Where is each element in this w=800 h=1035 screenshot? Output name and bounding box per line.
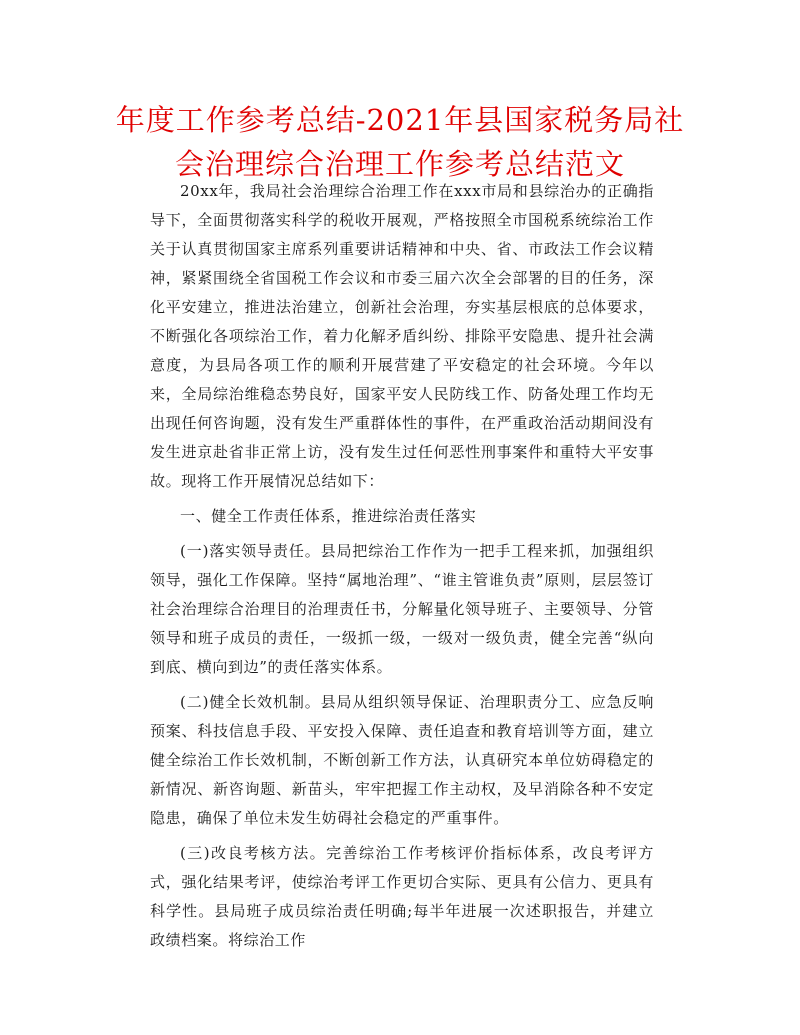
intro-paragraph: 20xx年，我局社会治理综合治理工作在xxx市局和县综治办的正确指导下，全面贯彻落实科学的税收开展观，严格按照全市国税系统综治工作关于认真贯彻国家主席系列重要讲话精神和中央、省、市政法工作会议精神，紧紧围绕全省国税工作会议和市委三届六次全会部署的目的任务，深化平安建立，推进法治建立，创新社会治理，夯实基层根底的总体要求，不断强化各项综治工作，着力化解矛盾纠纷、排除平安隐患、提升社会满意度，为县局各项工作的顺利开展营建了平安稳定的社会环境。今年以来，全局综治维稳态势良好，国家平安人民防线工作、防备处理工作均无出现任何咨询题，没有发生严重群体性的事件，在严重政治活动期间没有发生进京赴省非正常上访，没有发生过任何恶性刑事案件和重特大平安事故。现将工作开展情况总结如下： [150,182,654,490]
section-paragraph-1: (一)落实领导责任。县局把综治工作作为一把手工程来抓，加强组织领导，强化工作保障。坚持“属地治理”、“谁主管谁负责”原则，层层签订社会治理综合治理目的治理责任书，分解量化领导班子、主要领导、分管领导和班子成员的责任，一级抓一级，一级对一级负责，健全完善“纵向到底、横向到边”的责任落实体系。 [150,542,654,676]
section-heading: 一、健全工作责任体系，推进综治责任落实 [180,507,477,525]
document-title: 年度工作参考总结-2021年县国家税务局社会治理综合治理工作参考总结范文 [115,103,685,181]
section-paragraph-2: (二)健全长效机制。县局从组织领导保证、治理职责分工、应急反响预案、科技信息手段、平安投入保障、责任追查和教育培训等方面，建立健全综治工作长效机制，不断创新工作方法，认真研究本单位妨碍稳定的新情况、新咨询题、新苗头，牢牢把握工作主动权，及早消除各种不安定隐患，确保了单位未发生妨碍社会稳定的严重事件。 [150,693,654,827]
document-body [150,177,654,955]
section-paragraph-3: (三)改良考核方法。完善综治工作考核评价指标体系，改良考评方式，强化结果考评，使综治考评工作更切合实际、更具有公信力、更具有科学性。县局班子成员综治责任明确;每半年进展一次述职报告，并建立政绩档案。将综治工作 [150,844,654,949]
